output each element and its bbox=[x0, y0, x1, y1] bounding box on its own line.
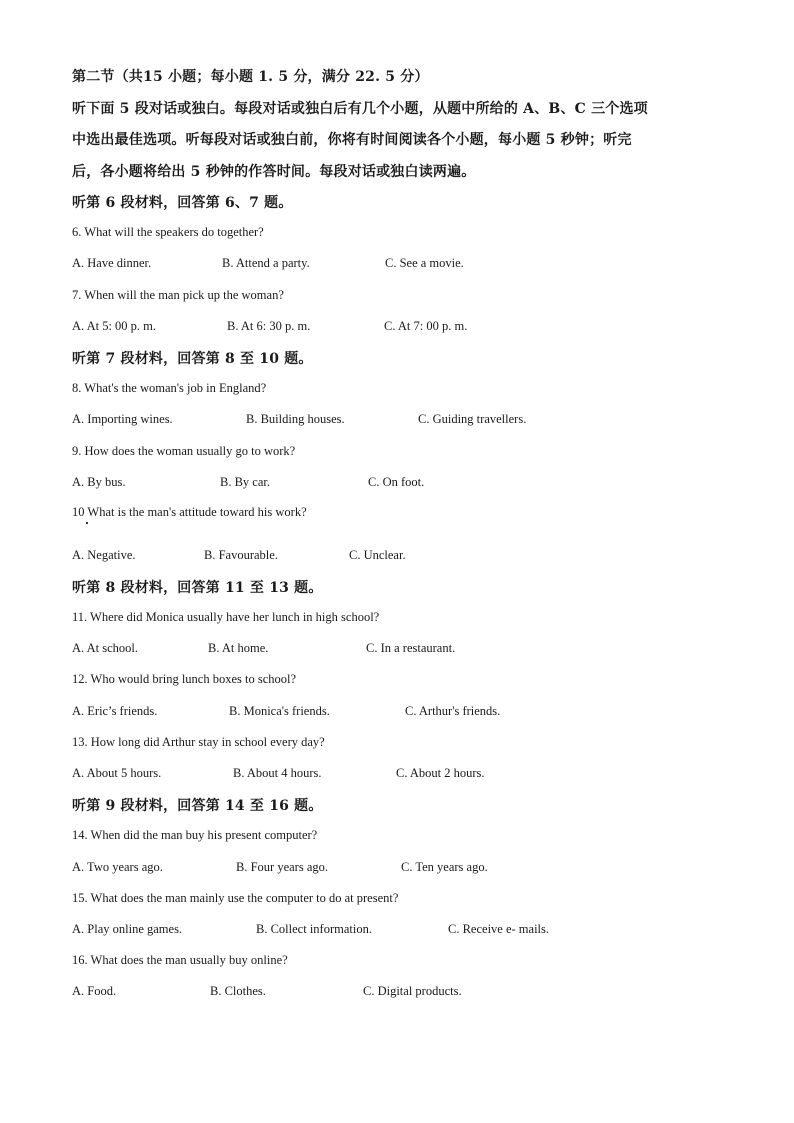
question-12-option-b: B. Monica's friends. bbox=[229, 704, 330, 718]
question-10: 10 What is the man's attitude toward his work? bbox=[72, 505, 307, 519]
question-15-option-a: A. Play online games. bbox=[72, 922, 183, 936]
group-heading-8: 听第 8 段材料，回答第 11 至 13 题。 bbox=[72, 580, 323, 596]
question-7-option-a: A. At 5: 00 p. m. bbox=[72, 319, 157, 333]
question-6-option-b: B. Attend a party. bbox=[222, 256, 310, 270]
question-9-option-a: A. By bus. bbox=[72, 475, 126, 489]
section-title: 第二节（共15 小题；每小题 1. 5 分，满分 22. 5 分） bbox=[72, 69, 429, 85]
question-9: 9. How does the woman usually go to work? bbox=[72, 444, 296, 458]
group-heading-9: 听第 9 段材料，回答第 14 至 16 题。 bbox=[72, 798, 323, 814]
question-12-option-a: A. Eric’s friends. bbox=[72, 704, 158, 718]
question-8-option-b: B. Building houses. bbox=[246, 412, 345, 426]
stray-dot-mark bbox=[86, 522, 88, 524]
question-6: 6. What will the speakers do together? bbox=[72, 225, 264, 239]
question-8-option-a: A. Importing wines. bbox=[72, 412, 173, 426]
question-11-option-a: A. At school. bbox=[72, 641, 138, 655]
instruction-line-3: 后，各小题将给出 5 秒钟的作答时间。每段对话或独白读两遍。 bbox=[72, 164, 476, 180]
question-6-option-c: C. See a movie. bbox=[385, 256, 464, 270]
question-14-option-c: C. Ten years ago. bbox=[401, 860, 488, 874]
question-16-option-a: A. Food. bbox=[72, 984, 117, 998]
question-14-option-a: A. Two years ago. bbox=[72, 860, 163, 874]
question-16: 16. What does the man usually buy online? bbox=[72, 953, 288, 967]
question-8: 8. What's the woman's job in England? bbox=[72, 381, 267, 395]
instruction-line-2: 中选出最佳选项。听每段对话或独白前，你将有时间阅读各个小题，每小题 5 秒钟；听完 bbox=[72, 132, 632, 148]
question-12-option-c: C. Arthur's friends. bbox=[405, 704, 501, 718]
question-7-option-b: B. At 6: 30 p. m. bbox=[227, 319, 311, 333]
question-7-option-c: C. At 7: 00 p. m. bbox=[384, 319, 468, 333]
question-13-option-b: B. About 4 hours. bbox=[233, 766, 322, 780]
question-16-option-b: B. Clothes. bbox=[210, 984, 266, 998]
group-heading-7: 听第 7 段材料，回答第 8 至 10 题。 bbox=[72, 351, 313, 367]
question-7: 7. When will the man pick up the woman? bbox=[72, 288, 284, 302]
question-10-option-b: B. Favourable. bbox=[204, 548, 278, 562]
question-9-option-b: B. By car. bbox=[220, 475, 270, 489]
question-13: 13. How long did Arthur stay in school every day? bbox=[72, 735, 325, 749]
question-11-option-b: B. At home. bbox=[208, 641, 269, 655]
group-heading-6: 听第 6 段材料，回答第 6、7 题。 bbox=[72, 195, 293, 211]
question-15-option-b: B. Collect information. bbox=[256, 922, 372, 936]
question-11: 11. Where did Monica usually have her lunch in high school? bbox=[72, 610, 380, 624]
question-12: 12. Who would bring lunch boxes to school? bbox=[72, 672, 297, 686]
question-6-option-a: A. Have dinner. bbox=[72, 256, 152, 270]
question-13-option-a: A. About 5 hours. bbox=[72, 766, 162, 780]
question-14-option-b: B. Four years ago. bbox=[236, 860, 328, 874]
question-10-option-c: C. Unclear. bbox=[349, 548, 406, 562]
question-10-option-a: A. Negative. bbox=[72, 548, 136, 562]
question-13-option-c: C. About 2 hours. bbox=[396, 766, 485, 780]
question-8-option-c: C. Guiding travellers. bbox=[418, 412, 527, 426]
question-15-option-c: C. Receive e- mails. bbox=[448, 922, 550, 936]
question-9-option-c: C. On foot. bbox=[368, 475, 425, 489]
instruction-line-1: 听下面 5 段对话或独白。每段对话或独白后有几个小题，从题中所给的 A、B、C 三个选项 bbox=[72, 101, 648, 117]
question-14: 14. When did the man buy his present computer? bbox=[72, 828, 318, 842]
question-16-option-c: C. Digital products. bbox=[363, 984, 462, 998]
question-15: 15. What does the man mainly use the computer to do at present? bbox=[72, 891, 399, 905]
question-11-option-c: C. In a restaurant. bbox=[366, 641, 456, 655]
